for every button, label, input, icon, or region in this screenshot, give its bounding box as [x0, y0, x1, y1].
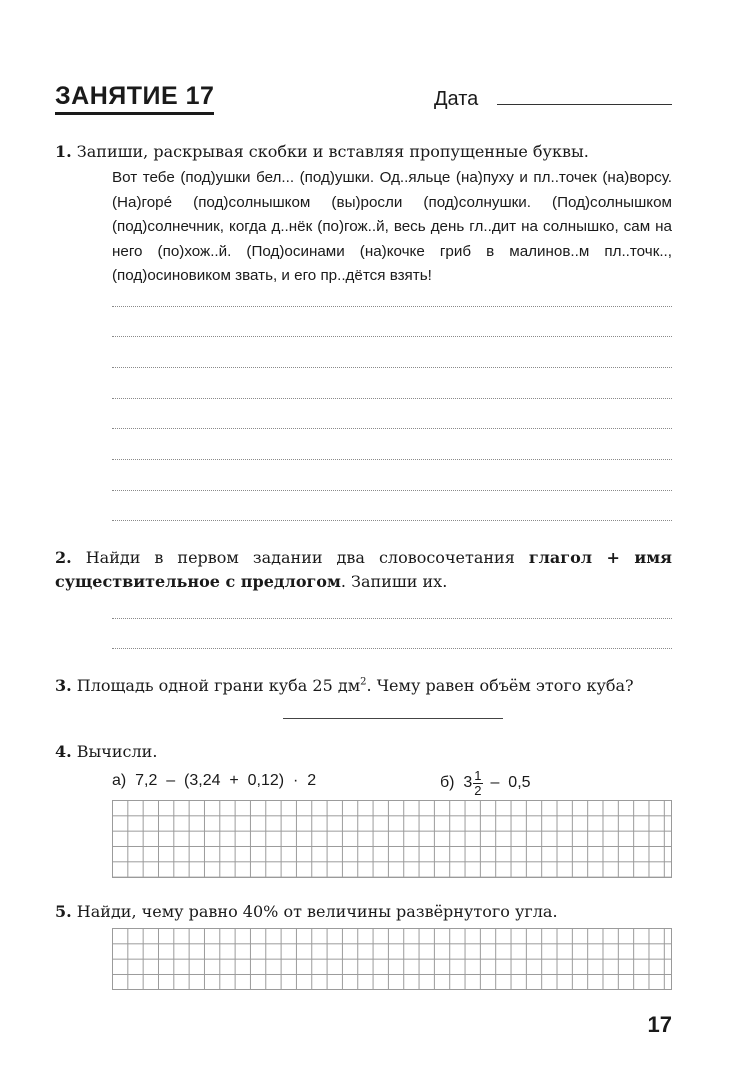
- answer-line[interactable]: [112, 648, 672, 649]
- date-answer-line[interactable]: [497, 104, 672, 105]
- lesson-title: ЗАНЯТИЕ 17: [55, 82, 214, 115]
- page-number: 17: [647, 1012, 672, 1037]
- task1-number: 1.: [55, 142, 72, 161]
- task4-text: Вычисли.: [76, 742, 158, 761]
- answer-line[interactable]: [112, 367, 672, 368]
- task2-text-end: . Запиши их.: [340, 572, 448, 591]
- mixed-fraction: [473, 769, 482, 798]
- answer-line[interactable]: [112, 618, 672, 619]
- task1-text: Запиши, раскрывая скобки и вставляя пропущенные буквы.: [76, 142, 589, 161]
- task3-text-start: Площадь одной грани куба 25 дм: [76, 676, 361, 695]
- task2-instruction: [55, 546, 672, 594]
- task4-part-b-rest: – 0,5: [490, 774, 531, 791]
- task1-instruction: [55, 142, 675, 161]
- task4-number: 4.: [55, 742, 72, 761]
- task3-text-end: . Чему равен объём этого куба?: [366, 676, 634, 695]
- answer-line[interactable]: [112, 306, 672, 307]
- task5-number: 5.: [55, 902, 72, 921]
- task3-superscript: 2: [360, 676, 367, 688]
- task4-instruction: [55, 742, 157, 761]
- answer-line[interactable]: [112, 336, 672, 337]
- task1-passage: Вот тебе (под)ушки бел... (под)ушки. Од..яльце (на)пуху и пл..точек (на)ворсу. (На)горé (под)солнышком (вы)росли (под)солнушки. (Под)солнышком (под)солнечник, когда д..нёк (по)гож..й, весь день гл..дит на солнышко, сам на него (по)хож..й. (Под)осинами (на)кочке гриб в малинов..м пл..точк.., (под)осиновиком звать, и его пр..дётся взять!: [112, 169, 672, 284]
- task3-answer-line[interactable]: [283, 718, 503, 719]
- task2-bold-text: глагол + имя существительное с предлогом: [55, 548, 672, 591]
- task4-part-b-label: б) 3: [440, 774, 473, 791]
- date-label: Дата: [434, 88, 479, 110]
- task5-grid-answer-area[interactable]: [112, 928, 672, 990]
- answer-line[interactable]: [112, 520, 672, 521]
- answer-line[interactable]: [112, 428, 672, 429]
- task4-part-b: [440, 766, 531, 800]
- task2-number: 2.: [55, 548, 72, 567]
- task3-number: 3.: [55, 676, 72, 695]
- task4-grid-answer-area[interactable]: [112, 800, 672, 878]
- task3-instruction: [55, 676, 675, 695]
- task2-text-start: Найди в первом задании два словосочетания: [85, 548, 515, 567]
- task5-instruction: [55, 902, 558, 921]
- answer-line[interactable]: [112, 459, 672, 460]
- task5-text: Найди, чему равно 40% от величины развёрнутого угла.: [76, 902, 558, 921]
- answer-line[interactable]: [112, 398, 672, 399]
- fraction-denominator: 2: [474, 782, 482, 798]
- answer-line[interactable]: [112, 490, 672, 491]
- task4-part-a: а) 7,2 – (3,24 + 0,12) · 2: [112, 772, 317, 789]
- fraction-numerator: 1: [474, 767, 482, 783]
